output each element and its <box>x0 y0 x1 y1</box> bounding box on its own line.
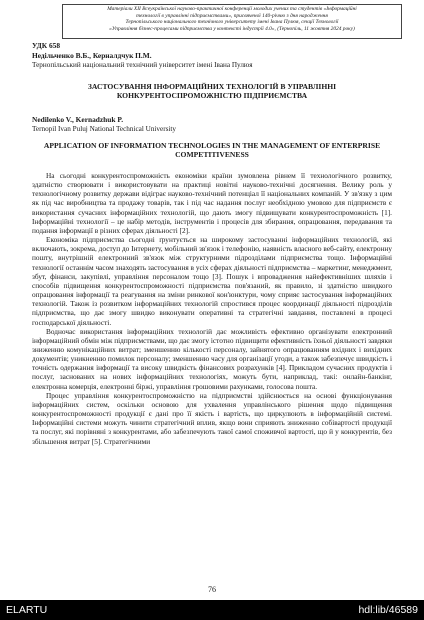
body-paragraph: На сьогодні конкурентоспроможність економіки країни зумовлена рівнем її технологічного розвитку, здатністю створювати і використовувати на практиці новітні науково-технічні досягнення. Велику роль у технологічному розвитку держави відіграє науково-технічний потенціал її національних компаній. У зв'язку з цим як під час виробництва та продажу товарів, так і під час надання послуг необхідною умовою для підприємств є використання сучасних інформаційних технологій, що дають змогу підвищувати конкурентоспроможність [1]. Інформаційні технології – це набір методів, інструментів і процесів для збирання, опрацювання, передавання та подання інформації в різних сферах діяльності [2]. <box>32 171 392 235</box>
handle-identifier: hdl:lib/46589 <box>358 604 418 616</box>
repository-name: ELARTU <box>6 604 48 616</box>
title-ukrainian: ЗАСТОСУВАННЯ ІНФОРМАЦІЙНИХ ТЕХНОЛОГІЙ В УПРАВЛІННІ КОНКУРЕНТОСПРОМОЖНІСТЮ ПІДПРИЄМСТВА <box>87 82 337 101</box>
repository-footer-bar <box>0 600 424 620</box>
body-paragraph: Процес управління конкурентоспроможністю на підприємстві здійснюється на основі функціонування інформаційних систем, оскільки основою для ухвалення управлінського рішення щодо підвищення конкурентоспроможності продукції є дані про її якість і вартість, що циркулюють в інформаційній системі. Інформаційні системи можуть чинити стратегічний вплив, якщо вони сприяють зниженню собівартості продукції та послуг, які порівняні з конкурентами, або забезпечують такої самої споживчої вартості, що й у конкурентів, без збільшення витрат [5]. Стратегічними <box>32 390 392 446</box>
affiliation-ukrainian: Тернопільський національний технічний університет імені Івана Пулюя <box>32 61 253 69</box>
conference-header-line: технології в управлінні підприємствами», присвяченої 140-річчю з дня народження <box>136 12 328 19</box>
conference-header-line: «Управління бізнес-процесами підприємства у контексті індустрії 4.0», (Тернопіль, 11 жовтня 2024 року) <box>109 25 355 32</box>
conference-header-line: Тернопільського національного технічного університету імені Івана Пулюя, секції Технології <box>125 19 339 26</box>
page-number: 76 <box>208 585 216 594</box>
conference-header <box>62 4 402 39</box>
conference-header-line: Матеріали XII Всеукраїнської науково-практичної конференції молодих учених та студентів «Інформаційні <box>107 6 357 12</box>
body-paragraph: Водночас використання інформаційних технологій дає можливість ефективно організувати електронний інформаційний обмін між підприємствами, що дає змогу істотно підвищити ефективність їхньої діяльності завдяки зниженню комунікаційних витрат; зменшенню кількості персоналу, зайнятого опрацюванням вхідних і вихідних документів; уникненню помилок персоналу; зменшенню часу для організації угоди, а також забезпечує швидкість і точність одержання інформації та високу швидкість фінансових розрахунків [4]. Прикладом сучасних продуктів і послуг, заснованих на нових інформаційних технологіях, можуть бути, наприклад, такі: онлайн-банкінг, електронна комерція, електронні біржі, управління грошовими рахунками, голосова пошта. <box>32 326 392 391</box>
udk-code: УДК 658 <box>32 41 61 50</box>
authors-ukrainian: Недільченко В.Б., Керналдчук П.М. <box>32 51 152 60</box>
authors-english: Nedilenko V., Kernadzhuk P. <box>32 115 124 124</box>
article-body <box>32 171 392 446</box>
affiliation-english: Ternopil Ivan Puluj National Technical University <box>32 125 176 133</box>
title-english: APPLICATION OF INFORMATION TECHNOLOGIES IN THE MANAGEMENT OF ENTERPRISE COMPETITIVENESS <box>43 141 381 160</box>
body-paragraph: Економіка підприємства сьогодні ґрунтується на широкому застосуванні інформаційних технологій, які включають, зокрема, доступ до Інтернету, мобільний зв'язок і телефонію, наявність власного веб-сайту, електронну пошту, внутрішній електронний зв'язок між структурними підрозділами підприємства тощо. Інформаційні технології останнім часом знаходять застосування в усіх сферах діяльності підприємства – маркетинг, менеджмент, збут, фінанси, закупівлі, управління персоналом тощо [3]. Пошук і впровадження найефективніших шляхів і способів підвищення конкурентоспроможності підприємства пов'язаний, як правило, зі здатністю швидкого опрацювання інформації та реагування на зміни ринкової кон'юнктури, чому сприяє застосування інформаційних технологій. Також із розвитком інформаційних технологій спростився процес координації діяльності підрозділів підприємства, що дає змогу швидко виконувати оперативні та стратегічні завдання, поставлені в процесі господарської діяльності. <box>32 235 392 327</box>
